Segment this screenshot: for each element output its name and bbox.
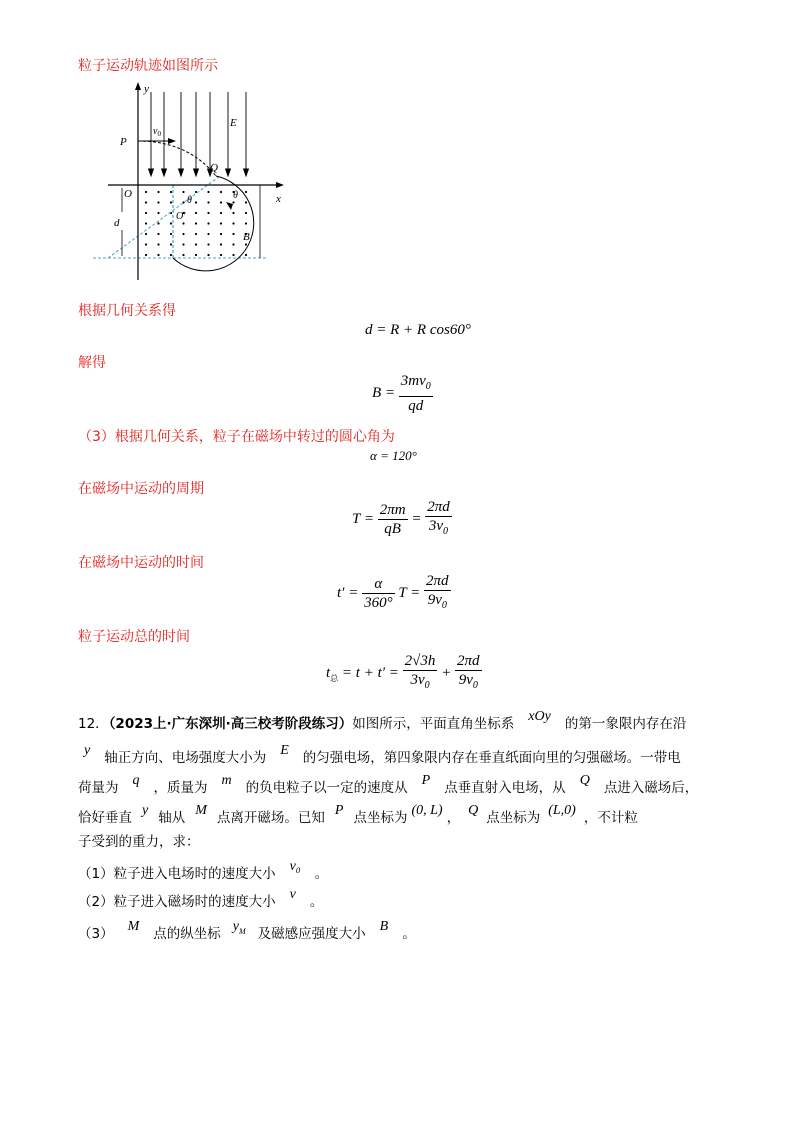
- question-1: （1）粒子进入电场时的速度大小 v₀ 。: [78, 859, 329, 882]
- field-dot: [195, 212, 197, 214]
- field-dot: [220, 254, 222, 256]
- field-dot: [195, 233, 197, 235]
- field-dot: [207, 212, 209, 214]
- field-dot: [220, 201, 222, 203]
- field-dot: [157, 222, 159, 224]
- field-dot: [157, 233, 159, 235]
- magnetic-field-dots: [145, 191, 247, 256]
- equation-4: T = $\frac{2\pi m}{qB}$ = $\frac{2\pi d}{3v_0}$: [352, 499, 450, 537]
- field-dot: [207, 222, 209, 224]
- problem-line-3: 荷量为 q ，质量为 m 的负电粒子以一定的速度从 P 点垂直射入电场，从 Q 点进入磁场后，: [78, 773, 699, 796]
- field-dot: [220, 212, 222, 214]
- solve-label: 解得: [78, 355, 106, 371]
- field-dot: [157, 201, 159, 203]
- field-dot: [232, 222, 234, 224]
- field-dot: [195, 254, 197, 256]
- field-dot: [170, 201, 172, 203]
- equation-6: $t_总 = t + t'$ = $\frac{2√3h}{3v_0}$ + $\frac{2\pi d}{9v_0}$: [326, 653, 480, 691]
- E-label: E: [230, 117, 237, 129]
- question-3: （3） M 点的纵坐标 $y_M$ 及磁感应强度大小 B 。: [78, 919, 416, 942]
- trajectory-heading: 粒子运动轨迹如图所示: [78, 58, 218, 74]
- field-dot: [182, 243, 184, 245]
- geometry-label: 根据几何关系得: [78, 303, 176, 319]
- field-dot: [220, 243, 222, 245]
- field-dot: [207, 191, 209, 193]
- field-dot: [145, 191, 147, 193]
- part3-label: （3）根据几何关系，粒子在磁场中转过的圆心角为: [78, 429, 395, 445]
- theta-label-2: θ: [233, 190, 238, 201]
- Q-label: Q: [210, 162, 218, 174]
- equation-3: α = 120°: [370, 448, 417, 463]
- x-label: x: [276, 193, 281, 205]
- field-dot: [157, 243, 159, 245]
- period-label: 在磁场中运动的周期: [78, 481, 204, 497]
- field-dot: [157, 212, 159, 214]
- field-dot: [245, 201, 247, 203]
- theta-label-1: θ: [187, 195, 192, 206]
- field-dot: [182, 191, 184, 193]
- electric-field-lines: [149, 92, 249, 176]
- field-dot: [232, 212, 234, 214]
- problem-line-2: y 轴正方向、电场强度大小为 E 的匀强电场，第四象限内存在垂直纸面向里的匀强磁场。一带电: [84, 743, 681, 766]
- trajectory-figure: [88, 80, 288, 285]
- field-dot: [195, 222, 197, 224]
- d-label: d: [114, 217, 120, 229]
- field-dot: [245, 254, 247, 256]
- field-dot: [145, 254, 147, 256]
- field-dot: [245, 212, 247, 214]
- time-label: 在磁场中运动的时间: [78, 555, 204, 571]
- field-dot: [157, 191, 159, 193]
- field-dot: [145, 222, 147, 224]
- field-dot: [207, 254, 209, 256]
- field-dot: [182, 254, 184, 256]
- field-dot: [245, 222, 247, 224]
- field-dot: [157, 254, 159, 256]
- O-label: O: [124, 188, 132, 200]
- O-prime-label: O′: [176, 211, 186, 222]
- equation-5: t′ = $\frac{\alpha}{360^\circ}$ T = $\frac{2\pi d}{9v_0}$: [337, 573, 449, 611]
- field-dot: [145, 243, 147, 245]
- field-dot: [220, 191, 222, 193]
- field-dot: [170, 222, 172, 224]
- field-dot: [145, 212, 147, 214]
- field-dot: [170, 254, 172, 256]
- field-dot: [170, 243, 172, 245]
- field-dot: [207, 243, 209, 245]
- field-dot: [232, 243, 234, 245]
- problem-line-5: 子受到的重力，求：: [78, 834, 200, 850]
- problem-line-1: 12．（2023上·广东深圳·高三校考阶段练习）如图所示，平面直角坐标系 xOy 的第一象限内存在沿: [78, 709, 687, 732]
- field-dot: [145, 233, 147, 235]
- field-dot: [220, 222, 222, 224]
- field-dot: [182, 233, 184, 235]
- problem-line-4: 恰好垂直 y 轴从 M 点离开磁场。已知 P 点坐标为 (0, L) ， Q 点坐标为 (L,0) ，不计粒: [78, 803, 638, 826]
- field-dot: [220, 233, 222, 235]
- field-dot: [170, 233, 172, 235]
- field-dot: [207, 201, 209, 203]
- field-dot: [232, 254, 234, 256]
- y-label: y: [144, 83, 149, 95]
- field-dot: [232, 201, 234, 203]
- question-2: （2）粒子进入磁场时的速度大小 v 。: [78, 887, 324, 910]
- field-dot: [195, 243, 197, 245]
- field-dot: [232, 233, 234, 235]
- v0-label: $v_0$: [153, 126, 161, 138]
- field-dot: [207, 233, 209, 235]
- total-time-label: 粒子运动总的时间: [78, 629, 190, 645]
- field-dot: [245, 191, 247, 193]
- B-label: B: [243, 231, 250, 243]
- field-dot: [245, 243, 247, 245]
- field-dot: [170, 191, 172, 193]
- field-dot: [195, 201, 197, 203]
- equation-1: d = R + R cos60°: [365, 322, 471, 338]
- circular-path: [173, 176, 254, 271]
- P-label: P: [120, 136, 127, 148]
- equation-2: B = $\frac{3mv_0}{qd}$: [372, 373, 431, 414]
- field-dot: [182, 222, 184, 224]
- field-dot: [145, 201, 147, 203]
